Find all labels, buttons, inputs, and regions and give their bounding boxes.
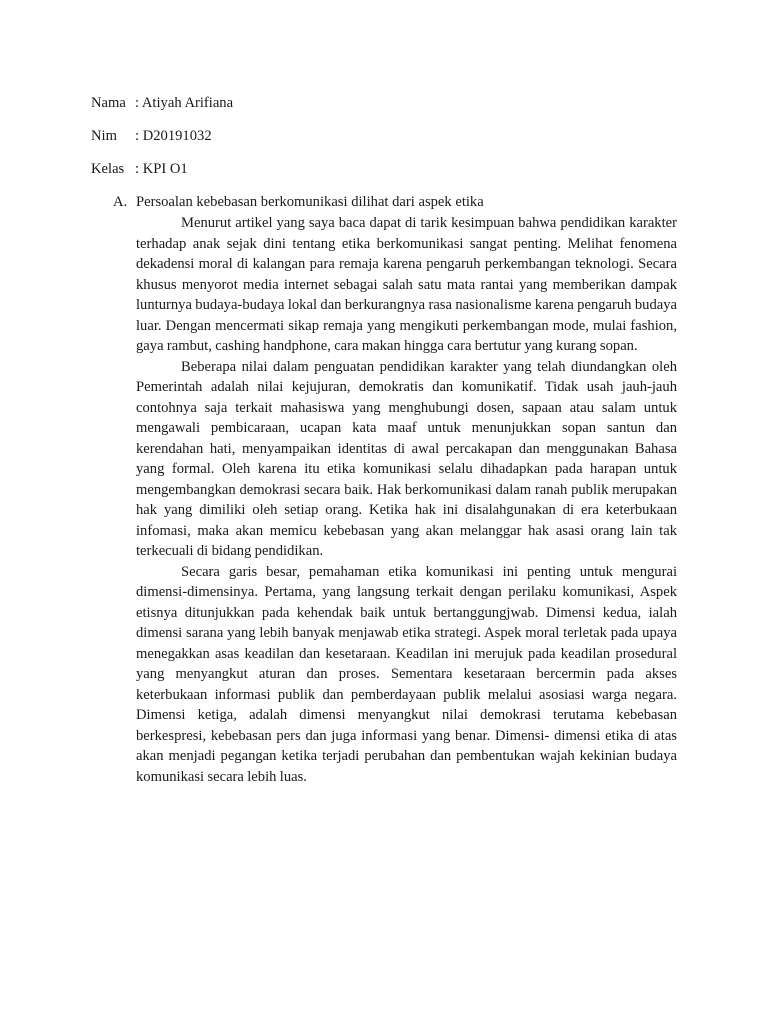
info-row-kelas [91, 160, 188, 178]
section-a-title: Persoalan kebebasan berkomunikasi dilihat dari aspek etika [136, 194, 484, 210]
info-row-nama [91, 94, 233, 112]
nama-label: Nama [91, 95, 126, 111]
nim-label: Nim [91, 128, 117, 144]
section-a [91, 193, 677, 787]
section-a-letter: A. [113, 194, 128, 210]
section-a-heading [91, 193, 677, 211]
section-a-body [136, 213, 677, 787]
info-row-nim [91, 127, 212, 145]
nim-value: : D20191032 [135, 128, 212, 144]
paragraph-3: Secara garis besar, pemahaman etika komunikasi ini penting untuk mengurai dimensi-dimensinya. Pertama, yang langsung terkait dengan perilaku komunikasi, Aspek etisnya ditunjukkan pada kehendak baik untuk bertanggungjwab. Dimensi kedua, ialah dimensi sarana yang lebih banyak menjawab etika strategi. Aspek moral terletak pada upaya menegakkan asas keadilan dan kesetaraan. Keadilan ini merujuk pada keadilan prosedural yang menyangkut aturan dan proses. Sementara kesetaraan bercermin pada akses keterbukaan informasi publik dan pemberdayaan publik melalui asosiasi warga negara. Dimensi ketiga, adalah dimensi menyangkut nilai demokrasi terutama kebebasan berkespresi, kebebasan pers dan juga informasi yang benar. Dimensi- dimensi etika di atas akan menjadi pegangan ketika terjadi perubahan dan pembentukan wajah kekinian budaya komunikasi secara lebih luas. [136, 563, 677, 785]
nama-value: : Atiyah Arifiana [135, 95, 234, 111]
kelas-value: : KPI O1 [135, 161, 188, 177]
kelas-label: Kelas [91, 161, 125, 177]
paragraph-2: Beberapa nilai dalam penguatan pendidikan karakter yang telah diundangkan oleh Pemerintah adalah nilai kejujuran, demokratis dan komunikatif. Tidak usah jauh-jauh contohnya saja terkait mahasiswa yang menghubungi dosen, sapaan atau salam untuk mengawali pembicaraan, ucapan kata maaf untuk menunjukkan sopan santun dan kerendahan hati, menyampaikan identitas di awal percakapan dan menggunakan Bahasa yang formal. Oleh karena itu etika komunikasi selalu dihadapkan pada harapan untuk mengembangkan demokrasi secara baik. Hak berkomunikasi dalam ranah publik merupakan hak yang dimiliki oleh setiap orang. Ketika hak ini disalahgunakan di era keterbukaan infomasi, maka akan memicu kebebasan yang akan melanggar hak asasi orang lain tak terkecuali di bidang pendidikan. [136, 358, 677, 559]
paragraph-1: Menurut artikel yang saya baca dapat di tarik kesimpuan bahwa pendidikan karakter terhadap anak sejak dini tentang etika berkomunikasi sangat penting. Melihat fenomena dekadensi moral di kalangan para remaja karena pengaruh perkembangan teknologi. Secara khusus menyorot media internet sebagai salah satu mata rantai yang memberikan dampak lunturnya budaya-budaya lokal dan berkurangnya rasa nasionalisme karena pengaruh budaya luar. Dengan mencermati sikap remaja yang mengikuti perkembangan mode, mulai fashion, gaya rambut, cashing handphone, cara makan hingga cara bertutur yang kurang sopan. [136, 215, 677, 354]
